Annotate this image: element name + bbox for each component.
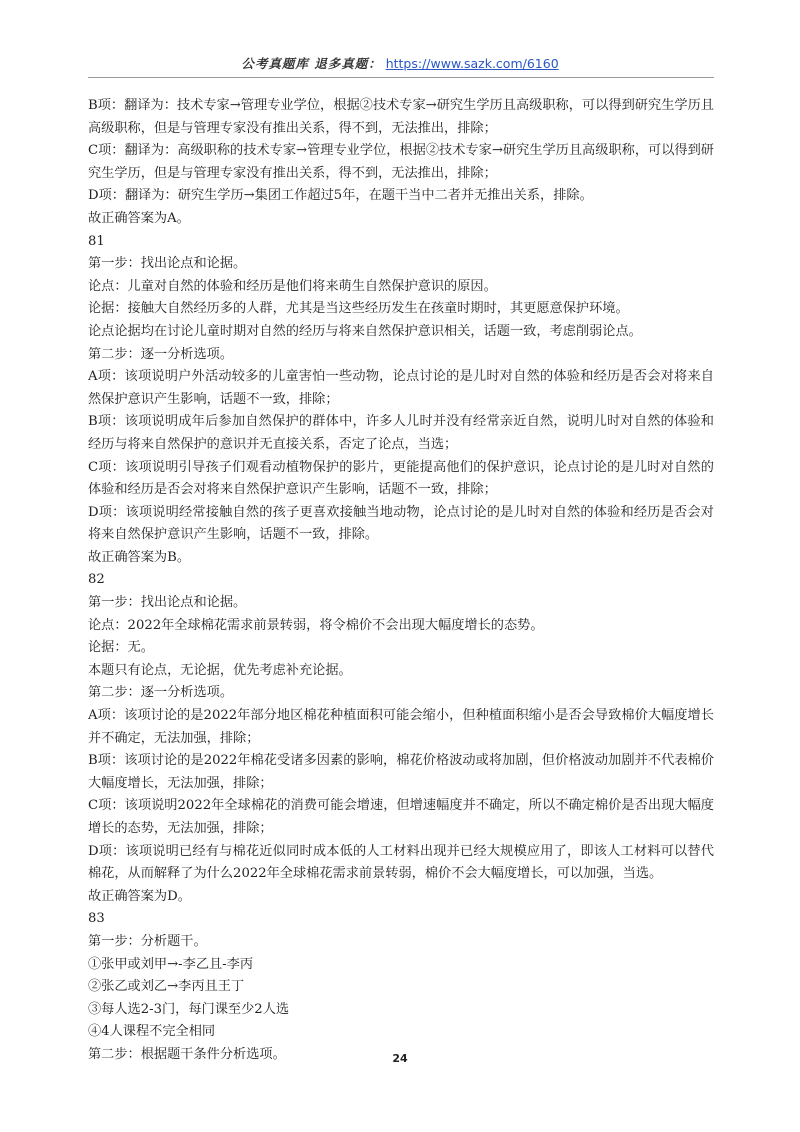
paragraph: C项：该项说明2022年全球棉花的消费可能会增速，但增速幅度并不确定，所以不确定棉价是否出现大幅度增长的态势，无法加强，排除； [88, 798, 714, 836]
paragraph: ③每人选2-3门，每门课至少2人选 [88, 1001, 290, 1017]
paragraph: 论点：2022年全球棉花需求前景转弱，将令棉价不会出现大幅度增长的态势。 [88, 617, 544, 633]
paragraph: C项：翻译为：高级职称的技术专家→管理专业学位，根据②技术专家→研究生学历且高级职称，可以得到研究生学历，但是与管理专家没有推出关系，得不到，无法推出，排除； [88, 143, 714, 181]
paragraph: D项：翻译为：研究生学历→集团工作超过5年，在题干当中二者并无推出关系，排除。 [88, 188, 593, 204]
paragraph: 论据：接触大自然经历多的人群，尤其是当这些经历发生在孩童时期时，其更愿意保护环境。 [88, 301, 629, 317]
paragraph: 第二步：逐一分析选项。 [88, 685, 234, 701]
header-divider [88, 77, 714, 78]
paragraph: ①张甲或刘甲→-李乙且-李丙 [88, 956, 254, 972]
paragraph: 故正确答案为B。 [88, 549, 191, 565]
paragraph: C项：该项说明引导孩子们观看动植物保护的影片，更能提高他们的保护意识，论点讨论的是儿时对自然的体验和经历是否会对将来自然保护意识产生影响，话题不一致，排除； [88, 459, 714, 498]
header-link[interactable]: https://www.sazk.com/6160 [385, 56, 559, 71]
paragraph: 第二步：根据题干条件分析选项。 [88, 1046, 286, 1062]
paragraph: 故正确答案为A。 [88, 210, 190, 226]
document-body [88, 95, 714, 1067]
paragraph: D项：该项说明已经有与棉花近似同时成本低的人工材料出现并已经大规模应用了，即该人工材料可以替代棉花，从而解释了为什么2022年全球棉花需求前景转弱，棉价不会大幅度增长，可以加强，当选。 [88, 843, 714, 882]
header-site-label: 公考真题库 退多真题： [241, 56, 382, 71]
paragraph: 第二步：逐一分析选项。 [88, 346, 234, 362]
paragraph: 本题只有论点，无论据，优先考虑补充论据。 [88, 662, 352, 678]
paragraph: 故正确答案为D。 [88, 888, 191, 904]
paragraph: 第一步：找出论点和论据。 [88, 595, 247, 611]
paragraph: 第一步：找出论点和论据。 [88, 256, 247, 272]
paragraph: B项：该项说明成年后参加自然保护的群体中，许多人儿时并没有经常亲近自然，说明儿时对自然的体验和经历与将来自然保护的意识并无直接关系，否定了论点，当选； [88, 414, 714, 452]
paragraph: B项：该项讨论的是2022年棉花受诸多因素的影响，棉花价格波动或将加剧，但价格波动加剧并不代表棉价大幅度增长，无法加强，排除； [88, 753, 714, 791]
paragraph: A项：该项讨论的是2022年部分地区棉花种植面积可能会缩小，但种植面积缩小是否会导致棉价大幅度增长并不确定，无法加强，排除； [88, 708, 714, 746]
paragraph: 论点：儿童对自然的体验和经历是他们将来萌生自然保护意识的原因。 [88, 278, 497, 294]
paragraph: A项：该项说明户外活动较多的儿童害怕一些动物，论点讨论的是儿时对自然的体验和经历是否会对将来自然保护意识产生影响，话题不一致，排除； [88, 369, 714, 407]
paragraph: 论据：无。 [88, 640, 154, 656]
question-number: 82 [88, 572, 105, 588]
paragraph: ④4人课程不完全相同 [88, 1024, 216, 1040]
question-number: 81 [88, 233, 105, 249]
paragraph: 第一步：分析题干。 [88, 933, 207, 949]
page-number: 24 [392, 1052, 408, 1065]
paragraph: B项：翻译为：技术专家→管理专业学位，根据②技术专家→研究生学历且高级职称，可以得到研究生学历且高级职称，但是与管理专家没有推出关系，得不到，无法推出，排除； [88, 98, 714, 136]
paragraph: D项：该项说明经常接触自然的孩子更喜欢接触当地动物，论点讨论的是儿时对自然的体验和经历是否会对将来自然保护意识产生影响，话题不一致，排除。 [88, 504, 714, 543]
page-header [0, 54, 800, 76]
paragraph: 论点论据均在讨论儿童时期对自然的经历与将来自然保护意识相关，话题一致，考虑削弱论点。 [88, 323, 642, 339]
paragraph: ②张乙或刘乙→李丙且王丁 [88, 979, 245, 995]
question-number: 83 [88, 911, 105, 927]
